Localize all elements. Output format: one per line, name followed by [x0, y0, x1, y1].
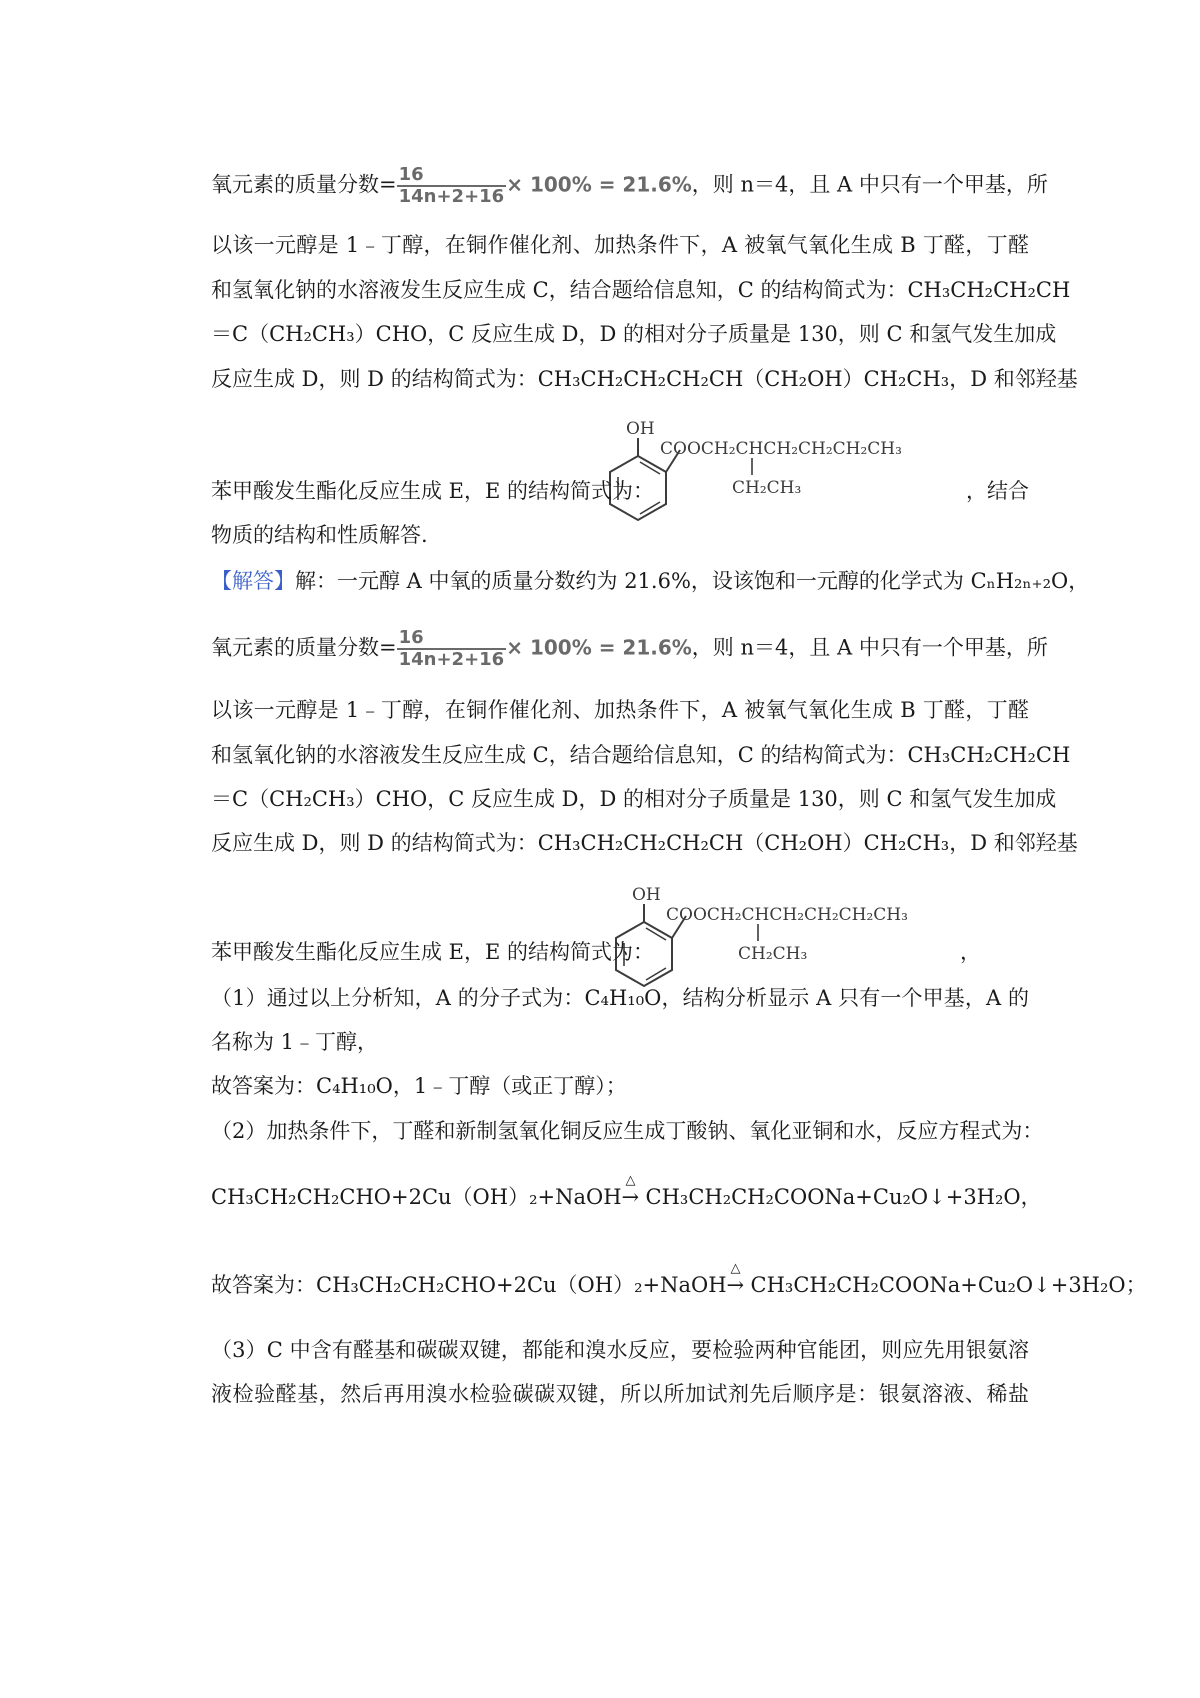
answer-line: 【解答】解：一元醇 A 中氧的质量分数约为 21.6%，设该饱和一元醇的化学式为 CₙH₂ₙ₊₂O， [211, 569, 1090, 593]
structure-branch: CH₂CH₃ [738, 944, 808, 964]
fraction-result: × 100% = 21.6% [506, 172, 692, 197]
text-line: 氧元素的质量分数= $\frac{16}{14n+2+16}$ × 100% = 21.6%，则 n＝4，且 A 中只有一个甲基，所 [211, 627, 1048, 670]
text-line: 和氢氧化钠的水溶液发生反应生成 C，结合题给信息知，C 的结构简式为：CH₃CH₂CH₂CH [211, 743, 1071, 767]
text-line: 苯甲酸发生酯化反应生成 E，E 的结构简式为： ， [211, 940, 981, 964]
structure-oh: OH [626, 420, 655, 439]
text-line: （2）加热条件下，丁醛和新制氢氧化铜反应生成丁酸钠、氧化亚铜和水，反应方程式为： [211, 1119, 1044, 1143]
text-line: 名称为 1﹣丁醇， [211, 1030, 379, 1054]
text-line: 物质的结构和性质解答. [211, 523, 428, 547]
text-line: 故答案为：C₄H₁₀O，1﹣丁醇（或正丁醇）； [211, 1074, 627, 1098]
text-line: 和氢氧化钠的水溶液发生反应生成 C，结合题给信息知，C 的结构简式为：CH₃CH₂CH₂CH [211, 278, 1071, 302]
fraction-result: × 100% = 21.6% [506, 635, 692, 660]
text-line: 以该一元醇是 1﹣丁醇，在铜作催化剂、加热条件下，A 被氧气氧化生成 B 丁醛，丁醛 [211, 698, 1029, 722]
equation-line: 故答案为：CH₃CH₂CH₂CHO+2Cu（OH）₂+NaOH △ → CH₃CH₂CH₂COONa+Cu₂O↓+3H₂O； [211, 1270, 1029, 1300]
text-line: 氧元素的质量分数= $\frac{16}{14n+2+16}$ × 100% = 21.6%，则 n＝4，且 A 中只有一个甲基，所 [211, 164, 1048, 207]
text-line: （3）C 中含有醛基和碳碳双键，都能和溴水反应，要检验两种官能团，则应先用银氨溶 [211, 1338, 1029, 1362]
text-line: ＝C（CH₂CH₃）CHO，C 反应生成 D，D 的相对分子质量是 130，则 C 和氢气发生加成 [211, 322, 1057, 346]
fraction: $\frac{16}{14n+2+16}$ [398, 627, 505, 670]
text-line: 以该一元醇是 1﹣丁醇，在铜作催化剂、加热条件下，A 被氧气氧化生成 B 丁醛，丁醛 [211, 233, 1029, 257]
fraction: $\frac{16}{14n+2+16}$ [398, 164, 505, 207]
text-line: 液检验醛基，然后再用溴水检验碳碳双键，所以所加试剂先后顺序是：银氨溶液、稀盐 [211, 1382, 1029, 1406]
text-line: ＝C（CH₂CH₃）CHO，C 反应生成 D，D 的相对分子质量是 130，则 C 和氢气发生加成 [211, 787, 1057, 811]
answer-tag: 【解答】 [211, 569, 295, 593]
structure-chain: COOCH₂CHCH₂CH₂CH₂CH₃ [660, 439, 902, 459]
text-line: 苯甲酸发生酯化反应生成 E，E 的结构简式为： ，结合 [211, 479, 1029, 503]
text-line: 反应生成 D，则 D 的结构简式为：CH₃CH₂CH₂CH₂CH（CH₂OH）CH₂CH₃，D 和邻羟基 [211, 831, 1078, 855]
equation-line: CH₃CH₂CH₂CHO+2Cu（OH）₂+NaOH △ → CH₃CH₂CH₂COONa+Cu₂O↓+3H₂O， [211, 1182, 1029, 1212]
structure-chain: COOCH₂CHCH₂CH₂CH₂CH₃ [666, 905, 908, 925]
structure-branch: CH₂CH₃ [732, 478, 802, 498]
text-line: （1）通过以上分析知，A 的分子式为：C₄H₁₀O，结构分析显示 A 只有一个甲基，A 的 [211, 986, 1029, 1010]
heat-arrow: △ → [726, 1261, 745, 1297]
structure-oh: OH [632, 886, 661, 905]
heat-arrow: △ → [621, 1173, 640, 1209]
text-line: 反应生成 D，则 D 的结构简式为：CH₃CH₂CH₂CH₂CH（CH₂OH）CH₂CH₃，D 和邻羟基 [211, 367, 1078, 391]
